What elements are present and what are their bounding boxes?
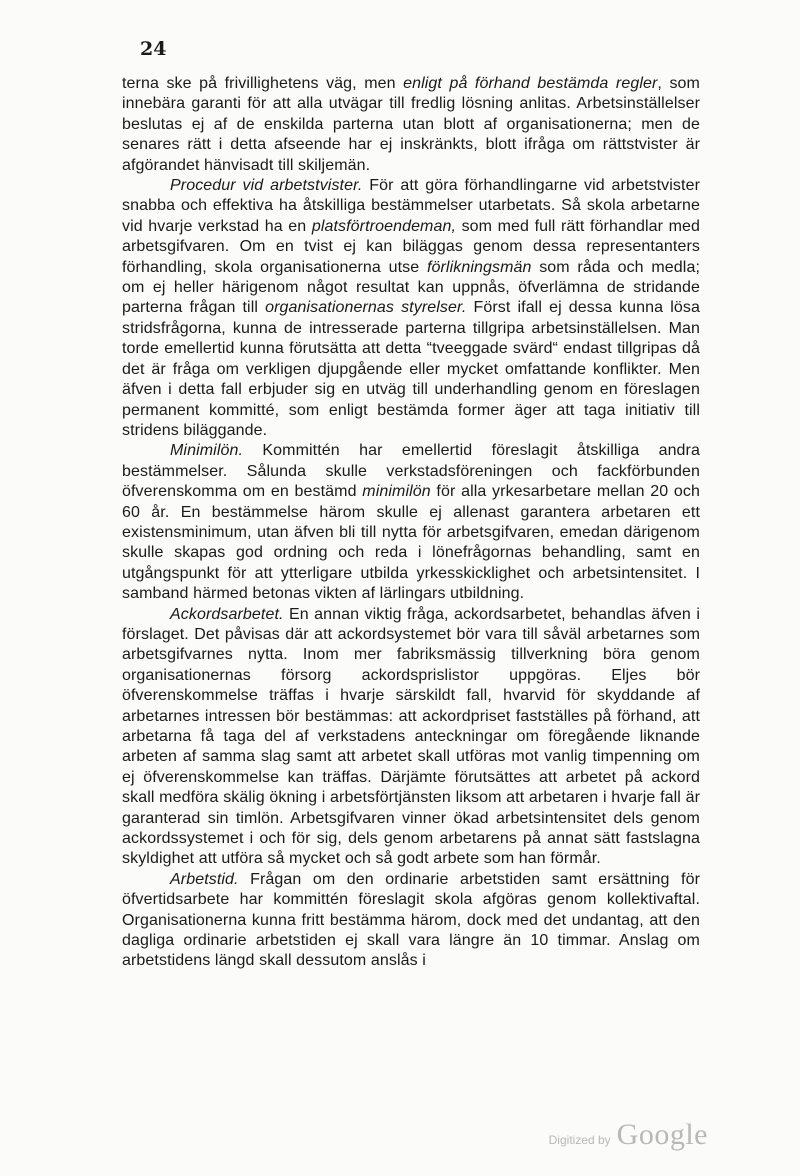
italic-heading-text: Arbetstid.: [170, 870, 239, 888]
paragraph-text: Kommittén har emellertid föreslagit åtskilliga andra bestämmelser. Sålunda skulle verkstadsföreningen och fackförbunden öfverenskomma om en bestämd: [122, 442, 700, 501]
italic-heading-text: enligt på förhand bestämda regler: [403, 75, 658, 92]
paragraph: [122, 74, 700, 176]
italic-heading-text: minimilön: [362, 483, 431, 501]
paragraph-text: För att göra förhandlingarne vid arbetstvister snabba och effektiva ha åtskilliga bestämmelser utarbetats. Så skola arbetarne vid hvarje verkstad ha en: [122, 177, 700, 235]
paragraph-text: Frågan om den ordinarie arbetstiden samt ersättning för öfvertidsarbete har kommittén föreslagit skola afgöras genom kollektivaftal. Organisationerna kunna fritt bestämma härom, dock med det undantag, att den dagliga ordinarie arbetstiden ej skall vara längre än 10 timmar. Anslag om arbetstidens längd skall dessutom anslås i: [122, 870, 700, 970]
page-number: 24: [140, 38, 167, 60]
paragraph-text: som med full rätt förhandlar med arbetsgifvaren. Om en tvist ej kan biläggas genom dessa representanters förhandling, skola organisationerna utse: [122, 217, 700, 276]
italic-heading-text: Procedur vid arbetstvister.: [170, 177, 363, 195]
paragraph-text: terna ske på frivillighetens väg, men: [122, 75, 404, 92]
paragraph-text: En annan viktig fråga, ackordsarbetet, behandlas äfven i förslaget. Det påvisas där att ackordsystemet bör vara till såväl arbetarnes som arbetsgifvarnes nytta. Inom mer fabriksmässig tillverkning böra genom organisationernas försorg ackordsprislistor uppgöras. Eljes bör öfverenskommelse träffas i hvarje särskildt fall, hvarvid för skyddande af arbetarnes intressen bör bestämmas: att ackordpriset fastställes på förhand, att arbetarna få taga del af verkstadens anteckningar om föregående liknande arbeten af samma slag samt att arbetet skall utföras mot vanlig timpenning om ej öfverenskommelse kan träffas. Därjämte förutsättes att arbetet på ackord skall medföra skälig ökning i arbetsförtjänsten liksom att arbetaren i hvarje fall är garanterad sin timlön. Arbetsgifvaren vinner ökad arbetsintensitet dels genom ackordssystemet i och för sig, dels genom arbetarens på annat sätt fastslagna skyldighet att utföra så mycket och så godt arbete som han förmår.: [122, 605, 700, 868]
paragraph-text: som råda och medla; om ej heller härigenom något resultat kan uppnås, öfverlämna de stridande parterna frågan till: [122, 258, 700, 317]
google-logo: Google: [616, 1118, 708, 1151]
paragraph: [122, 176, 700, 441]
italic-heading-text: förlikningsmän: [426, 258, 532, 276]
italic-heading-text: Ackordsarbetet.: [170, 605, 284, 623]
paragraph-text: , som innebära garanti för att alla utvägar till fredlig lösning anlitas. Arbetsinställelser beslutas ej af de enskilda parterna utan blott af organisationerna; men de senares rätt i detta afseende har ej inskränkts, blott ifråga om rättstvister är afgörandet hänvisadt till skiljemän.: [122, 75, 700, 174]
paragraph: [122, 441, 700, 604]
italic-heading-text: organisationernas styrelser.: [265, 299, 467, 317]
paragraph: [122, 870, 700, 972]
paragraph-text: för alla yrkesarbetare mellan 20 och 60 år. En bestämmelse härom skulle ej allenast garantera arbetaren ett existensminimum, utan äfven bli till nytta för arbetsgifvaren, emedan därigenom skulle skapas god ordning och reda i lönefrågornas behandling, samt en utgångspunkt för att ytterligare utbilda yrkesskicklighet och arbetsintensitet. I samband härmed betonas vikten af lärlingars utbildning.: [122, 483, 700, 603]
digitized-watermark: [549, 1118, 708, 1152]
paragraph-text: Först ifall ej dessa kunna lösa stridsfrågorna, kunna de intresserade parterna tillgripa arbetsinställelsen. Man torde emellertid kunna förutsätta att detta “tveeggade svärd“ endast tillgripas då det är fråga om verkligen djupgående eller mycket omfattande konflikter. Men äfven i detta fall erbjuder sig en utväg till underhandling genom en föreslagen permanent kommitté, som enligt bestämda former äger att taga initiativ till stridens biläggande.: [122, 299, 700, 439]
body-text: [122, 74, 700, 972]
paragraph: [122, 605, 700, 870]
italic-heading-text: Minimilön.: [170, 442, 244, 460]
digitized-label: Digitized by: [548, 1133, 611, 1147]
italic-heading-text: platsförtroendeman,: [311, 217, 457, 235]
